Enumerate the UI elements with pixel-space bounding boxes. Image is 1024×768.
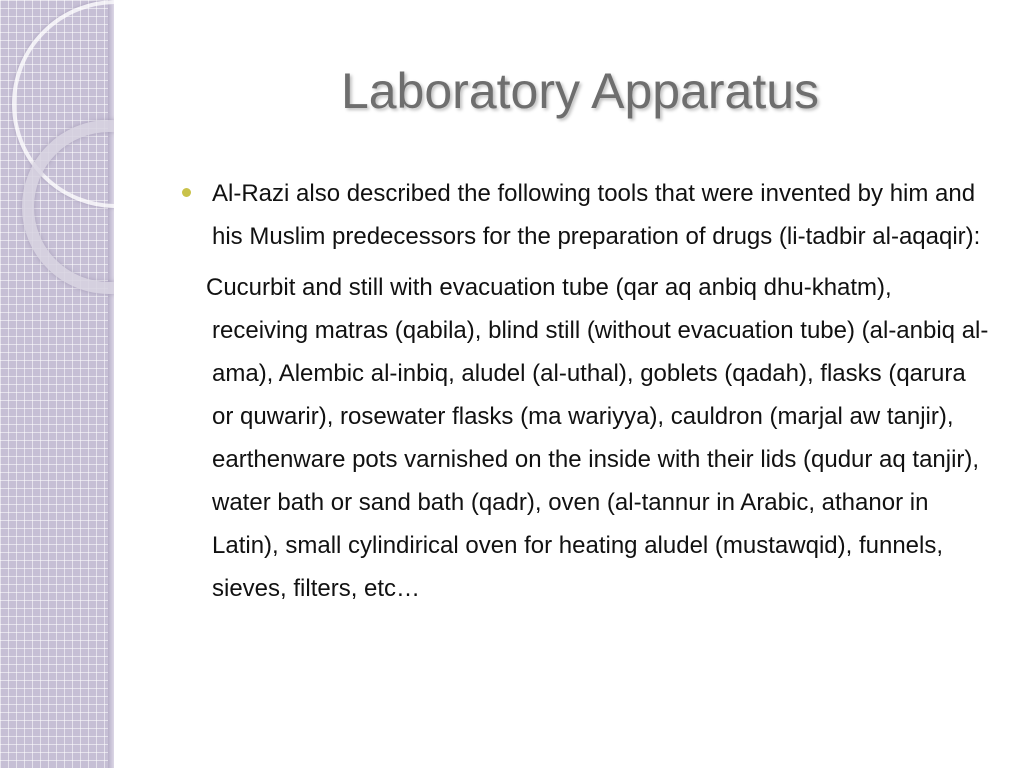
bullet-item [180,172,990,258]
bullet-text: Al-Razi also described the following tools that were invented by him and his Muslim predecessors for the preparation of drugs (li-tadbir al-aqaqir): [212,180,981,250]
decorative-circles [0,0,114,300]
bullet-dot-icon [182,188,191,197]
slide-body [180,172,990,610]
apparatus-list-paragraph: Cucurbit and still with evacuation tube (qar aq anbiq dhu-khatm), receiving matras (qabila), blind still (without evacuation tube) (al-anbiq al-ama), Alembic al-inbiq, aludel (al-uthal), goblets (qadah), flasks (qarura or quwarir), rosewater flasks (ma wariyya), cauldron (marjal aw tanjir), earthenware pots varnished on the inside with their lids (qudur aq tanjir), water bath or sand bath (qadr), oven (al-tannur in Arabic, athanor in Latin), small cylindirical oven for heating aludel (mustawqid), funnels, sieves, filters, etc… [206,274,989,602]
slide-title: Laboratory Apparatus [340,63,820,119]
